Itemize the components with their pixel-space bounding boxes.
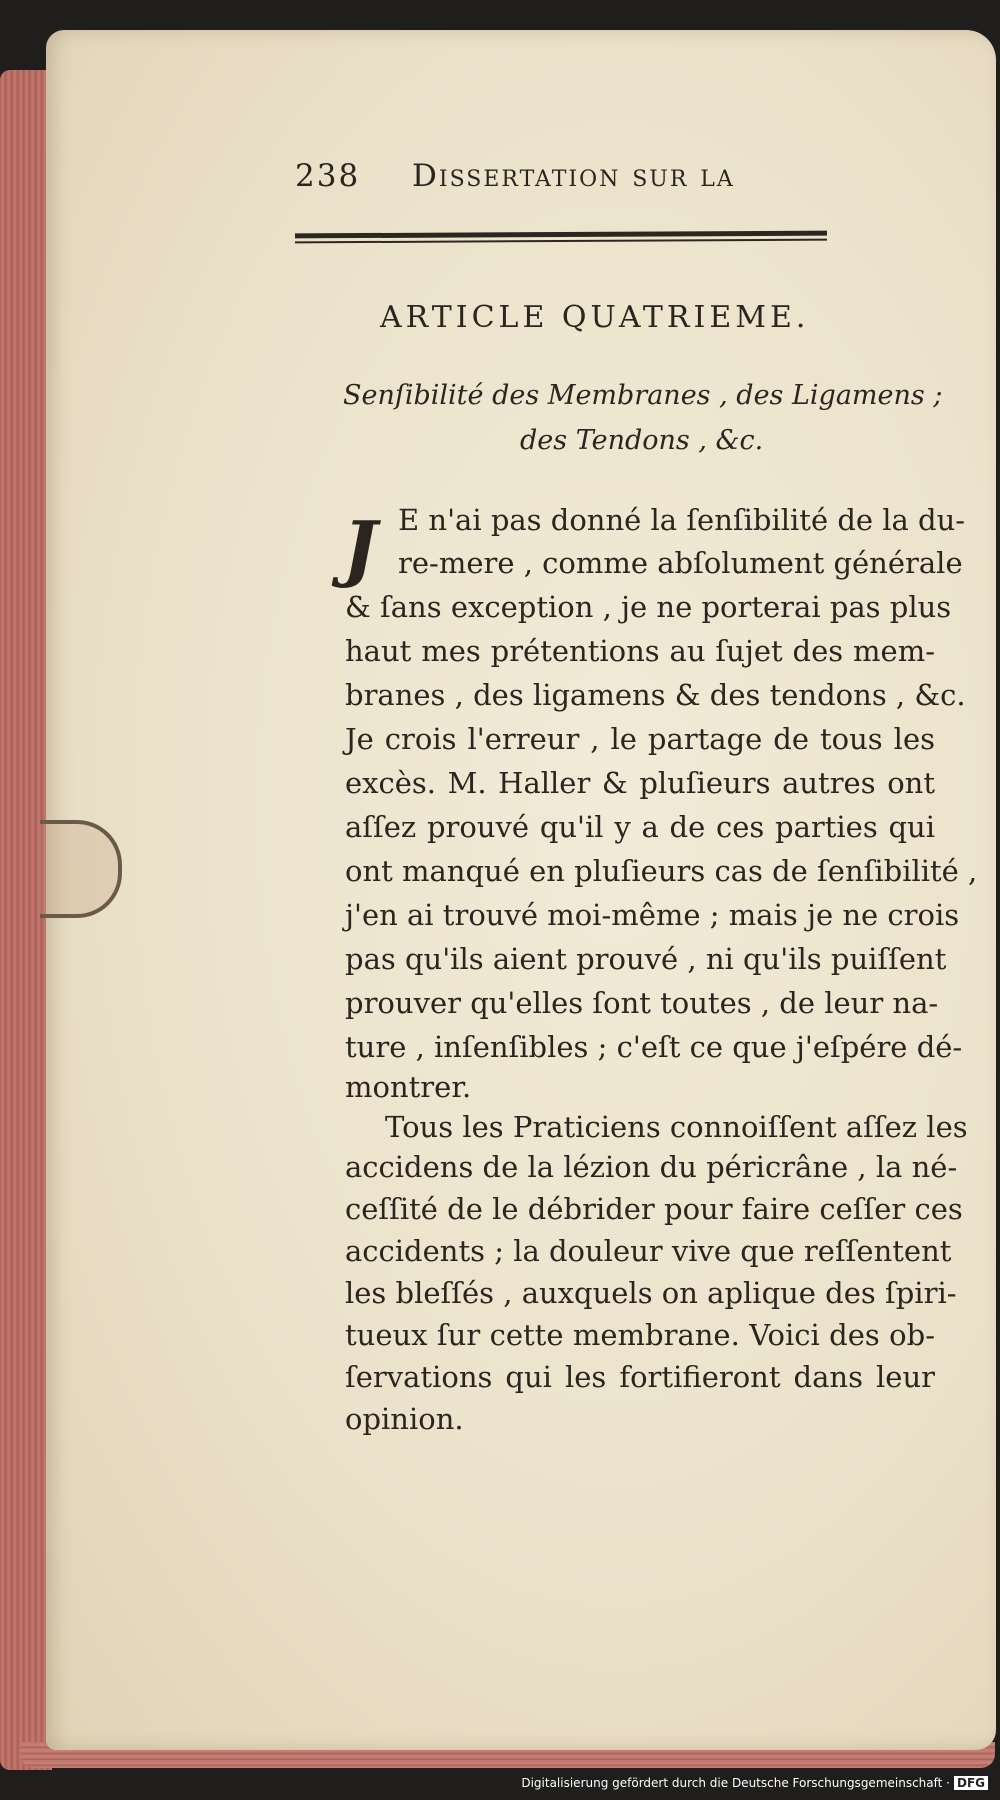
paragraph-1-line: j'en ai trouvé moi-même ; mais je ne crois	[345, 898, 960, 932]
page-edge-left	[0, 70, 52, 1770]
paragraph-2-line: Tous les Praticiens connoiſſent aſſez les	[385, 1110, 968, 1144]
paragraph-1-line: re-mere , comme abſolument générale	[398, 546, 963, 580]
drop-cap: J	[343, 505, 378, 590]
paragraph-1-line: aſſez prouvé qu'il y a de ces parties qui	[345, 810, 935, 844]
article-subtitle-line-2: des Tendons , &c.	[520, 425, 764, 456]
paragraph-2-line: accidents ; la douleur vive que reſſentent	[345, 1234, 952, 1268]
paragraph-1-line: Je crois l'erreur , le partage de tous les	[345, 722, 935, 756]
paragraph-1-line: & ſans exception , je ne porterai pas plus	[345, 590, 952, 624]
paragraph-1-line: ture , inſenſibles ; c'eſt ce que j'eſpére dé-	[345, 1030, 963, 1064]
paragraph-2-line: accidens de la lézion du péricrâne , la né-	[345, 1150, 958, 1184]
paragraph-1-line: E n'ai pas donné la ſenſibilité de la du-	[398, 503, 966, 537]
article-title: ARTICLE QUATRIEME.	[380, 300, 810, 335]
paragraph-1-line: excès. M. Haller & pluſieurs autres ont	[345, 766, 935, 800]
paragraph-1-line: prouver qu'elles ſont toutes , de leur na-	[345, 986, 939, 1020]
book	[0, 30, 1000, 1760]
paragraph-2-line: ceſſité de le débrider pour faire ceſſer ces	[345, 1192, 963, 1226]
dfg-logo: DFG	[954, 1776, 988, 1790]
paragraph-1-last-line: montrer.	[345, 1070, 472, 1104]
paragraph-1-line: branes , des ligamens & des tendons , &c.	[345, 678, 966, 712]
paragraph-1-line: pas qu'ils aient prouvé , ni qu'ils puiſſent	[345, 942, 947, 976]
paragraph-2-line: ſervations qui les fortifieront dans leur	[345, 1360, 935, 1394]
bookmark-ribbon	[40, 820, 122, 918]
credit-text: Digitalisierung gefördert durch die Deutsche Forschungsgemeinschaft ·	[521, 1776, 950, 1790]
running-title: Dissertation sur la	[412, 158, 735, 194]
paragraph-2-last-line: opinion.	[345, 1402, 464, 1436]
page-number: 238	[295, 158, 361, 194]
book-page	[46, 30, 996, 1750]
paragraph-1-line: ont manqué en pluſieurs cas de ſenſibilité ,	[345, 854, 978, 888]
paragraph-2-line: tueux ſur cette membrane. Voici des ob-	[345, 1318, 935, 1352]
paragraph-1-line: haut mes prétentions au ſujet des mem-	[345, 634, 935, 668]
article-subtitle-line-1: Senſibilité des Membranes , des Ligamens ;	[343, 380, 943, 411]
paragraph-2-line: les bleſſés , auxquels on aplique des ſpiri-	[345, 1276, 957, 1310]
digitization-credit	[521, 1776, 988, 1790]
running-head	[295, 158, 735, 194]
